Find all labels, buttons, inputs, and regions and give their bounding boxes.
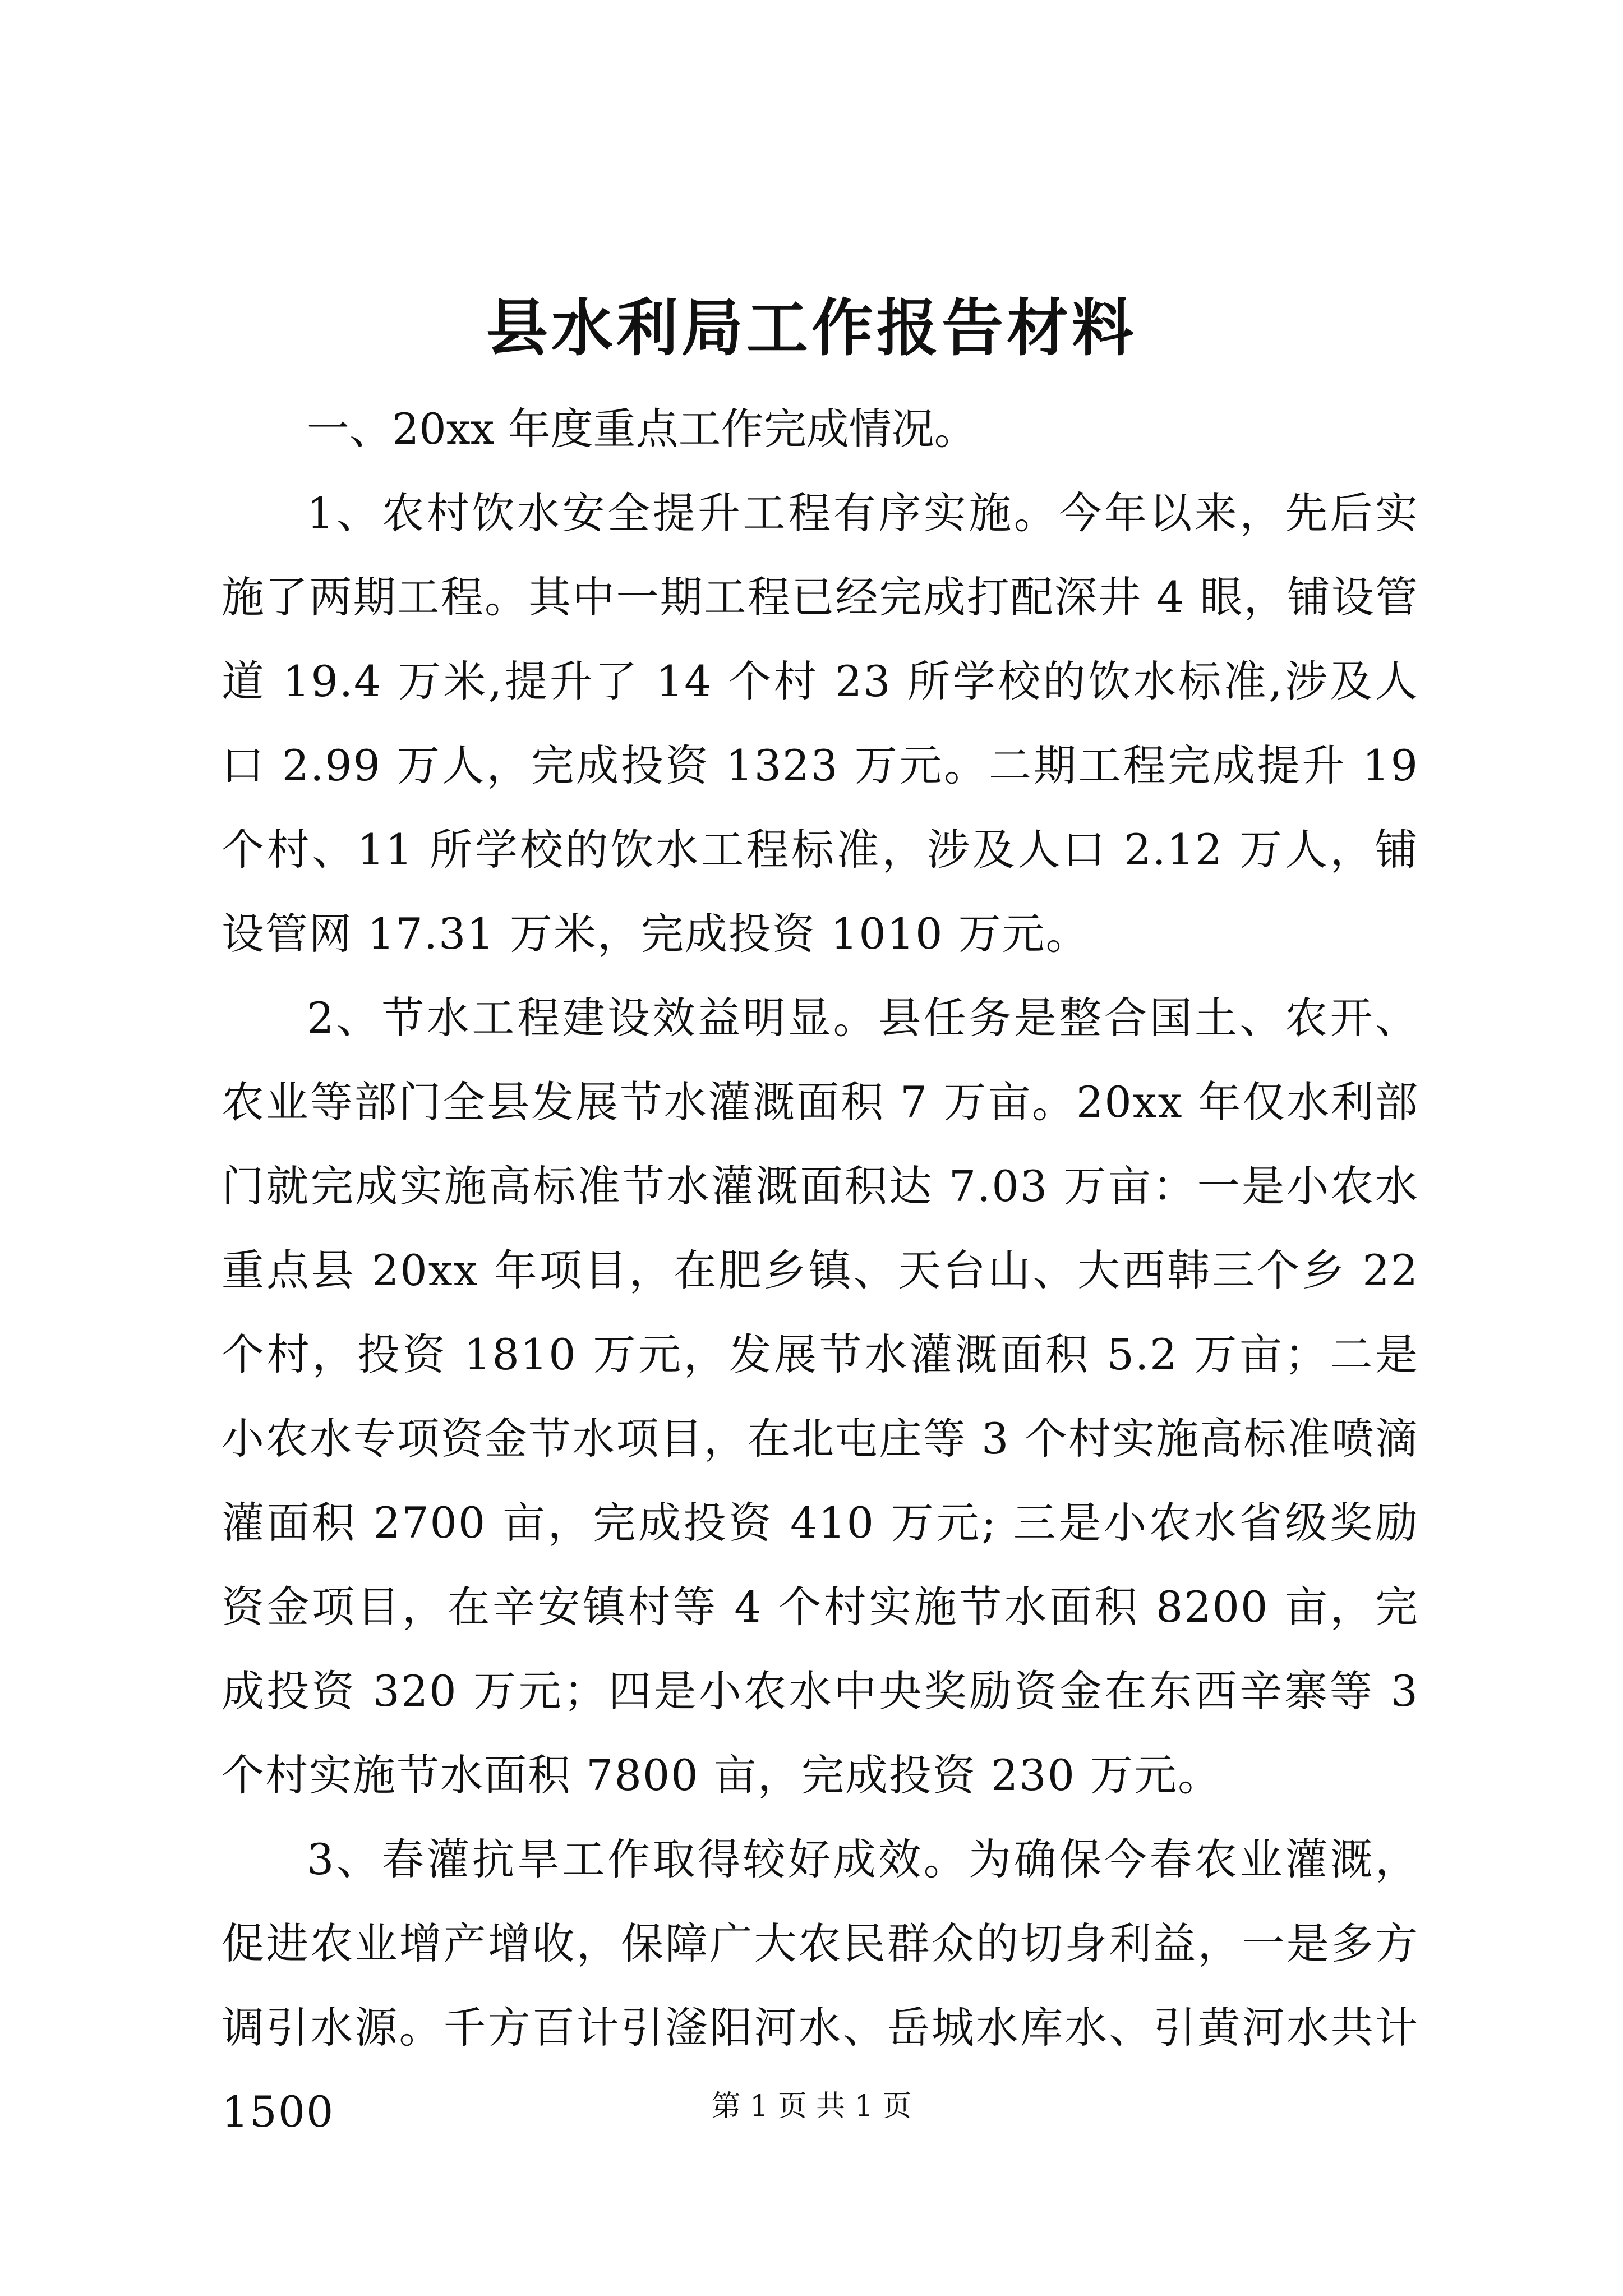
- document-title: 县水利局工作报告材料: [486, 292, 1137, 364]
- paragraph-2: 2、节水工程建设效益明显。县任务是整合国土、农开、农业等部门全县发展节水灌溉面积 7 万亩。20xx 年仅水利部门就完成实施高标准节水灌溉面积达 7.03 万亩：一是小农水重点县 20xx 年项目，在肥乡镇、天台山、大西韩三个乡 22 个村，投资 1810 万元，发展节水灌溉面积 5.2 万亩；二是小农水专项资金节水项目，在北屯庄等 3 个村实施高标准喷滴灌面积 2700 亩，完成投资 410 万元; 三是小农水省级奖励资金项目，在辛安镇村等 4 个村实施节水面积 8200 亩，完成投资 320 万元；四是小农水中央奖励资金在东西辛寨等 3 个村实施节水面积 7800 亩，完成投资 230 万元。: [222, 993, 1419, 1800]
- page-footer: 第 1 页 共 1 页: [711, 2090, 912, 2123]
- section-heading: 一、20xx 年度重点工作完成情况。: [307, 404, 977, 454]
- paragraph-3: 3、春灌抗旱工作取得较好成效。为确保今春农业灌溉，促进农业增产增收，保障广大农民群众的切身利益，一是多方调引水源。千方百计引滏阳河水、岳城水库水、引黄河水共计 1500: [222, 1834, 1419, 2137]
- paragraph-1: 1、农村饮水安全提升工程有序实施。今年以来，先后实施了两期工程。其中一期工程已经完成打配深井 4 眼，铺设管道 19.4 万米,提升了 14 个村 23 所学校的饮水标准,涉及人口 2.99 万人，完成投资 1323 万元。二期工程完成提升 19 个村、11 所学校的饮水工程标准，涉及人口 2.12 万人，铺设管网 17.31 万米，完成投资 1010 万元。: [222, 488, 1419, 959]
- document-body: [222, 387, 1419, 2154]
